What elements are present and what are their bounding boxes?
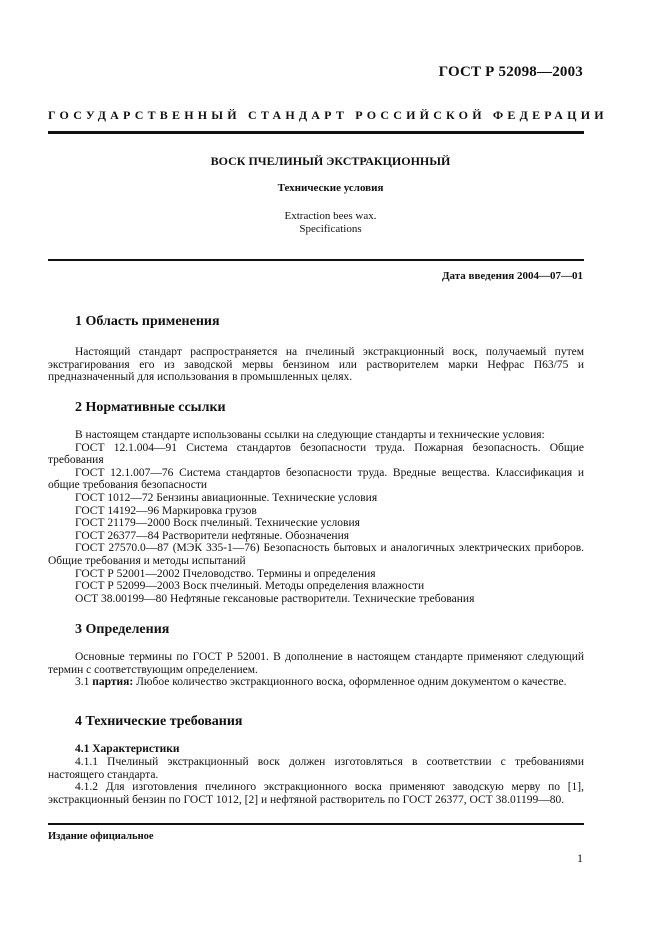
subsection-4-1-heading: 4.1 Характеристики [75,743,180,755]
reference-item: ГОСТ 12.1.007—76 Система стандартов безопасности труда. Вредные вещества. Классификация и общие требования безопасности [48,466,584,492]
reference-item: ГОСТ 21179—2000 Воск пчелиный. Технические условия [75,517,360,530]
section-3-heading: 3 Определения [75,622,170,637]
reference-item: ГОСТ 1012—72 Бензины авиационные. Технические условия [75,491,378,504]
reference-item: ГОСТ Р 52001—2002 Пчеловодство. Термины и определения [75,567,376,580]
section-2-intro: В настоящем стандарте использованы ссылки на следующие стандарты и технические условия: [75,429,545,441]
english-title [0,210,661,236]
section-1-body [48,346,584,384]
section-3-paragraph: Основные термины по ГОСТ Р 52001. В дополнение в настоящем стандарте применяют следующий термин с соответствующим определением. [48,651,584,676]
reference-item: ГОСТ 14192—96 Маркировка грузов [75,504,257,517]
official-edition-label: Издание официальное [48,831,154,842]
document-title: ВОСК ПЧЕЛИНЫЙ ЭКСТРАКЦИОННЫЙ [210,154,451,168]
english-title-line2: Specifications [299,223,362,235]
document-subtitle: Технические условия [277,182,384,194]
definition-number: 3.1 [75,676,90,689]
title-divider [48,259,584,261]
definition-3-1 [48,676,584,689]
page-number: 1 [577,851,583,865]
paragraph-4-1-1: 4.1.1 Пчелиный экстракционный воск должен изготовляться в соответствии с требованиями настоящего стандарта. [48,756,584,781]
section-3-body [48,651,584,689]
section-1-heading: 1 Область применения [75,314,220,329]
definition-text: Любое количество экстракционного воска, оформленное одним документом о качестве. [136,676,567,689]
state-standard-banner: ГОСУДАРСТВЕННЫЙ СТАНДАРТ РОССИЙСКОЙ ФЕДЕРАЦИИ [48,108,608,122]
footer-divider [48,823,584,825]
section-2-heading: 2 Нормативные ссылки [75,400,226,415]
paragraph-4-1-2: 4.1.2 Для изготовления пчелиного экстракционного воска применяют заводскую мерву по [1], экстракционный бензин по ГОСТ 1012, [2] и нефтяной растворитель по ГОСТ 26377, ОСТ 38.01199—80. [48,781,584,806]
reference-item: ГОСТ Р 52099—2003 Воск пчелиный. Методы определения влажности [75,580,425,593]
section-4-body [48,756,584,806]
section-4-heading: 4 Технические требования [75,714,243,729]
english-title-line1: Extraction bees wax. [284,210,377,222]
definition-term: партия: [92,676,134,689]
reference-item: ГОСТ 27570.0—87 (МЭК 335-1—76) Безопасность бытовых и аналогичных электрических приборов. Общие требования и методы испытаний [48,542,584,567]
section-1-paragraph: Настоящий стандарт распространяется на пчелиный экстракционный воск, получаемый путем экстрагирования его из заводской мервы бензином или растворителем марки Нефрас П63/75 и предназначенный для использования в промышленных целях. [48,346,584,384]
top-divider [48,131,584,134]
reference-item: ГОСТ 12.1.004—91 Система стандартов безопасности труда. Пожарная безопасность. Общие требования [48,441,584,467]
reference-item: ГОСТ 26377—84 Растворители нефтяные. Обозначения [75,529,350,542]
document-number: ГОСТ Р 52098—2003 [438,64,583,80]
reference-item: ОСТ 38.00199—80 Нефтяные гексановые растворители. Технические требования [75,592,475,605]
section-2-body [48,429,584,605]
introduction-date: Дата введения 2004—07—01 [441,270,583,282]
